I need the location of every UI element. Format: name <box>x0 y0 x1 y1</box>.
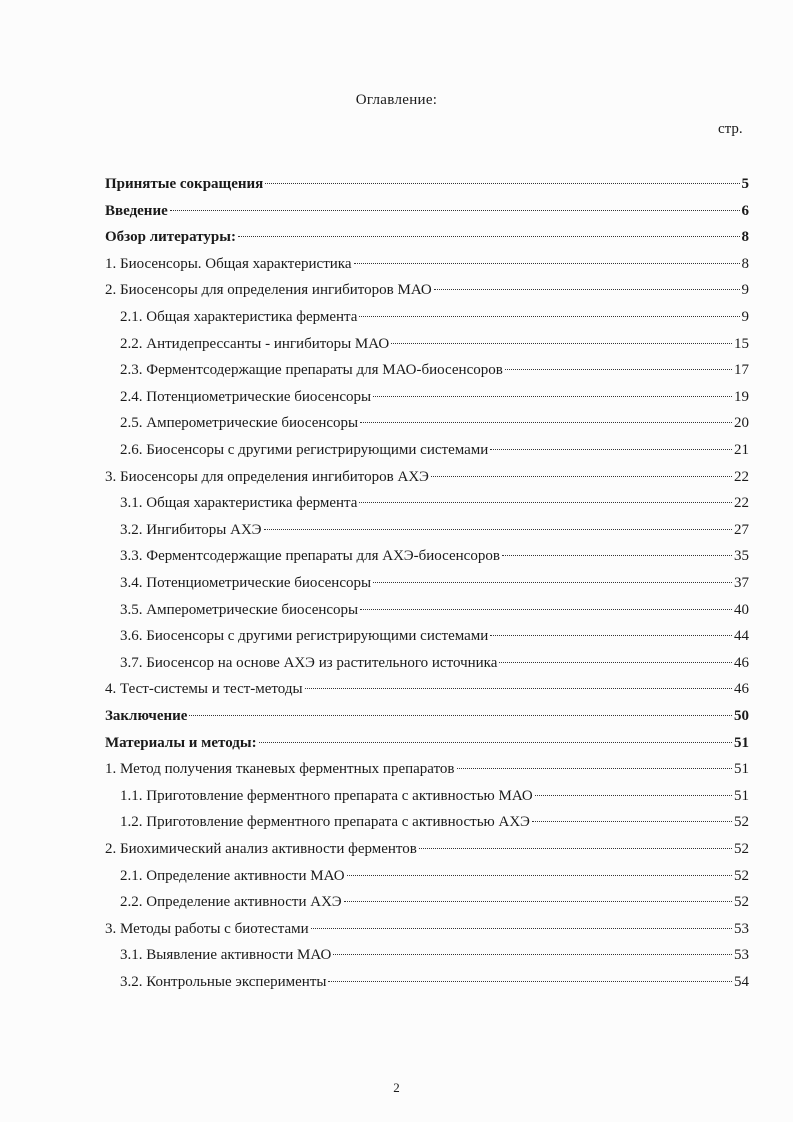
dot-leader <box>333 954 732 955</box>
toc-entry <box>105 704 749 728</box>
toc-entry-page: 51 <box>734 734 749 751</box>
toc-entry-page: 21 <box>734 442 749 458</box>
toc-entry-page: 44 <box>734 628 749 645</box>
toc-entry-title: 3. Методы работы с биотестами <box>105 920 309 937</box>
dot-leader <box>305 688 732 689</box>
toc-entry-page: 37 <box>734 575 749 591</box>
toc-entry <box>105 757 749 781</box>
dot-leader <box>311 928 732 929</box>
toc-entry-page: 52 <box>734 867 749 884</box>
toc-entry <box>105 225 749 249</box>
toc-entry-title: 3.3. Ферментсодержащие препараты для АХЭ-биосенсоров <box>120 548 500 565</box>
toc-entry-page: 5 <box>741 176 749 192</box>
toc-entry-title: 2.2. Антидепрессанты - ингибиторы МАО <box>120 335 390 352</box>
dot-leader <box>535 795 732 796</box>
dot-leader <box>259 742 732 743</box>
toc-entry <box>105 199 749 223</box>
toc-entry <box>120 784 749 808</box>
toc-entry-page: 51 <box>734 787 749 804</box>
dot-leader <box>344 901 732 902</box>
toc-entry-title: 2.1. Общая характеристика фермента <box>120 309 358 325</box>
dot-leader <box>532 821 732 822</box>
toc-entry <box>105 172 749 196</box>
toc-entry-title: 3.7. Биосенсор на основе АХЭ из растительного источника <box>120 654 498 671</box>
toc-entry-page: 8 <box>741 229 749 246</box>
toc-entry-page: 15 <box>734 335 749 352</box>
dot-leader <box>502 555 732 556</box>
toc-entry <box>120 332 749 356</box>
toc-entry-title: 3. Биосенсоры для определения ингибиторов АХЭ <box>105 468 429 485</box>
dot-leader <box>391 343 732 344</box>
toc-entry-page: 52 <box>734 894 749 911</box>
dot-leader <box>490 635 732 636</box>
page-number: 2 <box>393 1080 400 1095</box>
dot-leader <box>457 768 732 769</box>
toc-entry-page: 53 <box>734 920 749 937</box>
toc-entry <box>120 385 749 409</box>
toc-entry <box>120 491 749 515</box>
toc-entry-page: 8 <box>741 255 749 272</box>
toc-entry-title: 3.2. Ингибиторы АХЭ <box>120 521 262 538</box>
toc-entry-page: 35 <box>734 548 749 565</box>
toc-entry-page: 50 <box>734 708 749 724</box>
toc-entry-page: 53 <box>734 947 749 964</box>
toc-entry-title: Принятые сокращения <box>105 176 264 192</box>
toc-entry-page: 51 <box>734 761 749 778</box>
toc-entry-title: Обзор литературы: <box>105 229 236 246</box>
toc-entry-page: 19 <box>734 388 749 405</box>
page-column-label: стр. <box>718 121 743 137</box>
toc-entry <box>105 252 749 276</box>
toc-entry-page: 20 <box>734 415 749 432</box>
toc-entry <box>120 358 749 382</box>
toc-entry <box>120 943 749 967</box>
dot-leader <box>238 236 740 237</box>
toc-entry-page: 22 <box>734 468 749 485</box>
toc-entry <box>105 917 749 941</box>
dot-leader <box>265 183 739 184</box>
toc-entry-title: 1.1. Приготовление ферментного препарата с активностью МАО <box>120 787 533 804</box>
toc-entry <box>120 810 749 834</box>
toc-entry <box>105 677 749 701</box>
toc-entry <box>105 837 749 861</box>
dot-leader <box>499 662 732 663</box>
toc-entry <box>105 278 749 302</box>
dot-leader <box>347 875 732 876</box>
toc-entry-title: 2.2. Определение активности АХЭ <box>120 894 342 911</box>
toc-entry <box>120 305 749 329</box>
toc-entry <box>120 518 749 542</box>
toc-entry <box>120 438 749 462</box>
toc-entry <box>120 624 749 648</box>
toc-entry <box>105 731 749 755</box>
dot-leader <box>359 502 732 503</box>
dot-leader <box>328 981 732 982</box>
toc-entry-title: Введение <box>105 202 168 219</box>
toc-entry-title: 3.4. Потенциометрические биосенсоры <box>120 575 372 591</box>
toc-entry-page: 22 <box>734 495 749 512</box>
dot-leader <box>354 263 740 264</box>
toc-heading: Оглавление: <box>355 92 438 108</box>
toc-entry-title: 3.1. Общая характеристика фермента <box>120 495 358 512</box>
toc-entry-page: 40 <box>734 601 749 618</box>
toc-entry <box>120 598 749 622</box>
toc-entry-title: 1. Биосенсоры. Общая характеристика <box>105 255 352 272</box>
toc-entry-title: 2.3. Ферментсодержащие препараты для МАО-биосенсоров <box>120 362 503 379</box>
toc-entry-page: 9 <box>741 309 749 325</box>
toc-entry <box>120 864 749 888</box>
toc-entry-title: 2.5. Амперометрические биосенсоры <box>120 415 359 432</box>
dot-leader <box>373 396 732 397</box>
dot-leader <box>360 609 732 610</box>
toc-entry-page: 52 <box>734 841 749 857</box>
toc-entry-page: 6 <box>741 202 749 219</box>
toc-entry-page: 46 <box>734 654 749 671</box>
toc-entry-title: 3.2. Контрольные эксперименты <box>120 974 327 990</box>
toc-entry-title: Материалы и методы: <box>105 734 257 751</box>
toc-entry-title: 1.2. Приготовление ферментного препарата с активностью АХЭ <box>120 814 530 831</box>
toc-entry <box>120 890 749 914</box>
toc-entry-title: Заключение <box>105 708 188 724</box>
toc-entry-title: 3.6. Биосенсоры с другими регистрирующими системами <box>120 628 489 645</box>
toc-entry-title: 2. Биохимический анализ активности ферментов <box>105 841 417 857</box>
dot-leader <box>419 848 732 849</box>
toc-entry-page: 46 <box>734 681 749 698</box>
dot-leader <box>490 449 732 450</box>
toc-entry-title: 2.4. Потенциометрические биосенсоры <box>120 388 372 405</box>
toc-entry-title: 2.6. Биосенсоры с другими регистрирующими системами <box>120 442 489 458</box>
toc-entry-page: 52 <box>734 814 749 831</box>
toc-entry <box>120 651 749 675</box>
toc-entry-title: 3.1. Выявление активности МАО <box>120 947 332 964</box>
toc-entry <box>105 465 749 489</box>
dot-leader <box>360 422 732 423</box>
toc-entry <box>120 544 749 568</box>
toc-entry <box>120 571 749 595</box>
toc-entry-title: 4. Тест-системы и тест-методы <box>105 681 303 698</box>
dot-leader <box>373 582 732 583</box>
toc-entry-title: 2.1. Определение активности МАО <box>120 867 345 884</box>
dot-leader <box>434 289 740 290</box>
dot-leader <box>359 316 739 317</box>
dot-leader <box>189 715 732 716</box>
toc-entry <box>120 970 749 994</box>
toc-entry-page: 54 <box>734 974 749 990</box>
toc-entry-title: 3.5. Амперометрические биосенсоры <box>120 601 359 618</box>
toc-entry <box>120 411 749 435</box>
dot-leader <box>264 529 732 530</box>
toc-entry-title: 1. Метод получения тканевых ферментных препаратов <box>105 761 455 778</box>
dot-leader <box>170 210 740 211</box>
toc-entry-page: 27 <box>734 521 749 538</box>
dot-leader <box>431 476 732 477</box>
toc-entry-page: 9 <box>741 282 749 299</box>
toc-entry-page: 17 <box>734 362 749 379</box>
toc-entry-title: 2. Биосенсоры для определения ингибиторов МАО <box>105 282 432 299</box>
dot-leader <box>505 369 732 370</box>
